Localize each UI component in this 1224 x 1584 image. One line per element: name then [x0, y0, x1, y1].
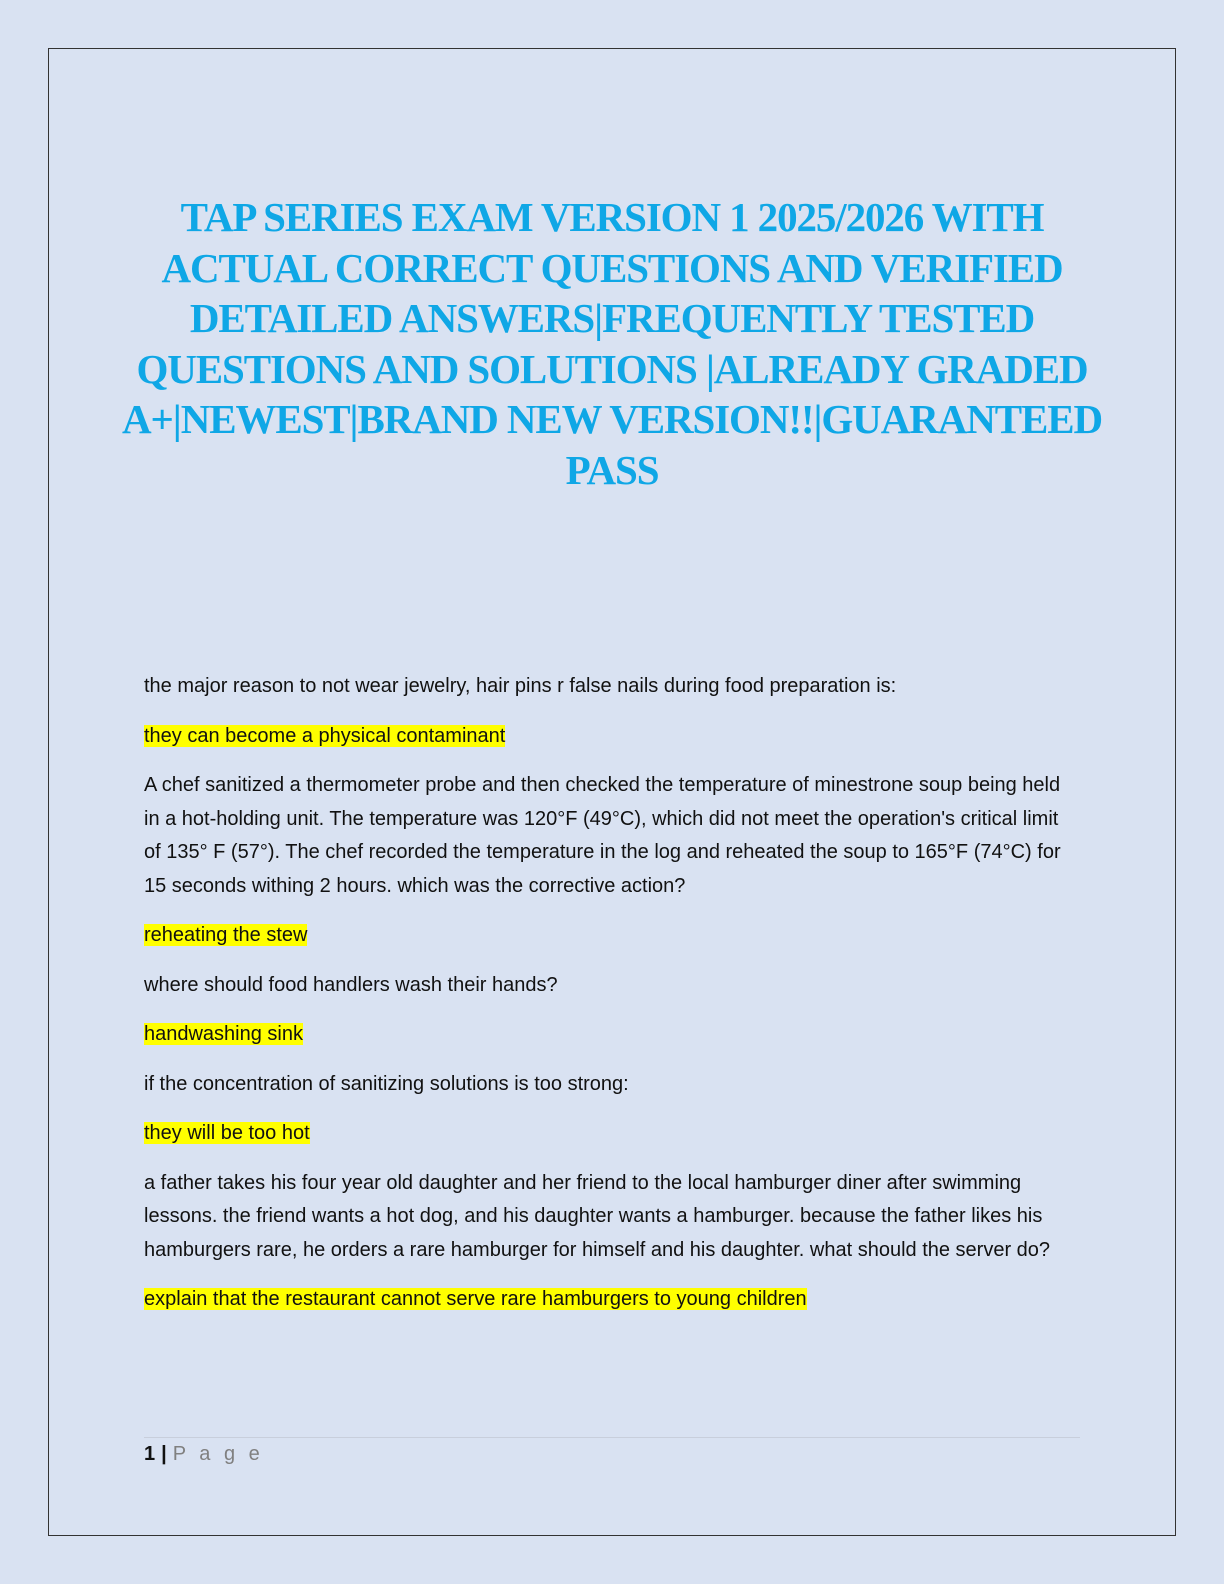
qa-list — [144, 670, 1080, 1333]
question-text: if the concentration of sanitizing solutions is too strong: — [144, 1072, 629, 1095]
question-text: where should food handlers wash their hands? — [144, 973, 558, 996]
page-number: 1 — [144, 1443, 156, 1465]
answer-highlight — [144, 1018, 1080, 1052]
answer-text: explain that the restaurant cannot serve rare hamburgers to young children — [144, 1288, 807, 1310]
question-text: a father takes his four year old daughter and her friend to the local hamburger diner after swimming lessons. the friend wants a hot dog, and his daughter wants a hamburger. because the father likes his hamburgers rare, he orders a rare hamburger for himself and his daughter. what should the server do? — [144, 1171, 1051, 1261]
question-text: A chef sanitized a thermometer probe and then checked the temperature of minestrone soup being held in a hot-holding unit. The temperature was 120°F (49°C), which did not meet the operation's critical limit of 135° F (57°). The chef recorded the temperature in the log and reheated the soup to 165°F (74°C) for 15 seconds withing 2 hours. which was the corrective action? — [144, 774, 1061, 897]
answer-text: reheating the stew — [144, 924, 308, 946]
answer-highlight — [144, 1283, 1080, 1317]
footer-separator: | — [161, 1443, 167, 1465]
question-text: the major reason to not wear jewelry, hair pins r false nails during food preparation is: — [144, 675, 897, 697]
document-title: TAP SERIES EXAM VERSION 1 2025/2026 WITH ACTUAL CORRECT QUESTIONS AND VERIFIED DETAILED ANSWERS|FREQUENTLY TESTED QUESTIONS AND SOLUTIONS |ALREADY GRADED A+|NEWEST|BRAND NEW VERSION!!|GUARANTEED PASS — [122, 194, 1102, 493]
answer-text: handwashing sink — [144, 1023, 303, 1045]
footer-divider — [144, 1437, 1080, 1438]
answer-text: they can become a physical contaminant — [144, 724, 506, 747]
answer-text: they will be too hot — [144, 1122, 310, 1144]
answer-highlight — [144, 1117, 1080, 1151]
answer-highlight — [144, 919, 1080, 953]
page-label: P a g e — [172, 1443, 264, 1465]
page-footer — [144, 1442, 264, 1466]
answer-highlight — [144, 720, 1080, 754]
